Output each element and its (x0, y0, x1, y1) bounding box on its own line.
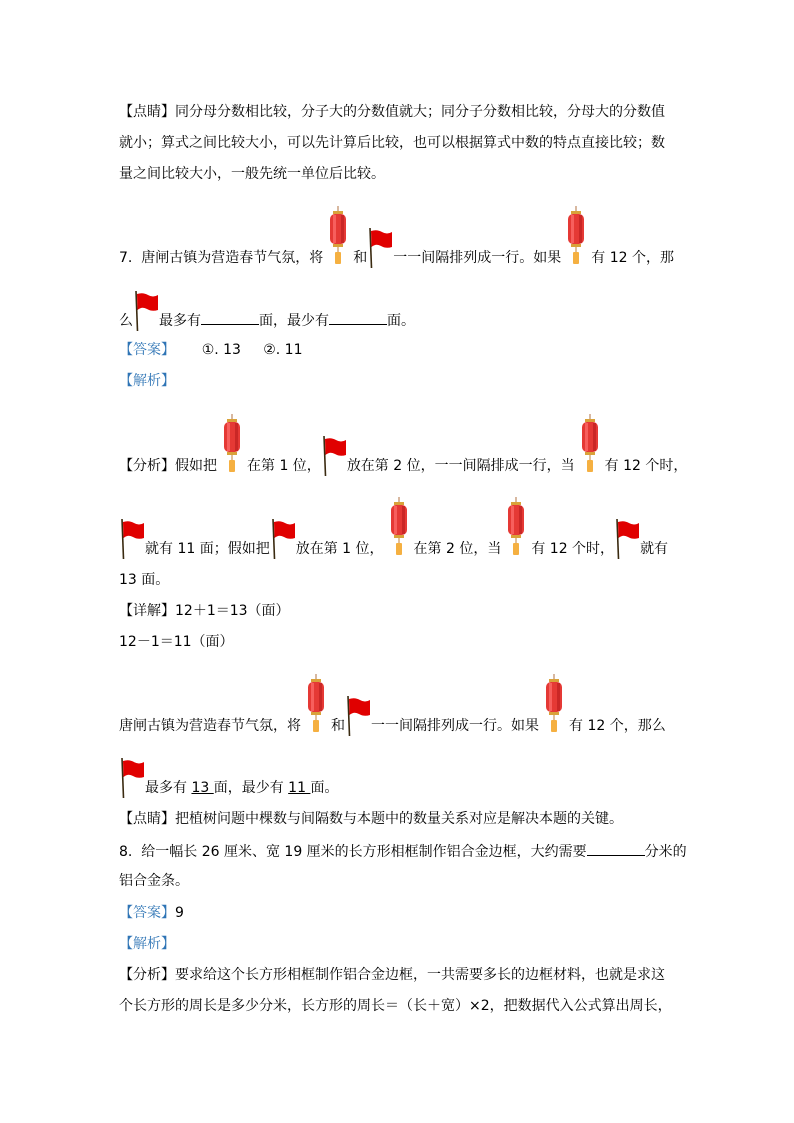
section-label: 【解析】 (119, 936, 175, 952)
lantern-icon (384, 539, 414, 553)
text-line (119, 841, 687, 859)
text-run: 13 面。 (119, 572, 170, 588)
text-run: 【点睛】同分母分数相比较，分子大的分数值就大；同分子分数相比较，分母大的分数值 (119, 104, 665, 120)
red-flag-icon (270, 539, 296, 553)
answer-blank (201, 310, 259, 325)
red-flag-icon (119, 539, 145, 553)
text-run: 放在第 2 位，一一间隔排成一行，当 (346, 458, 575, 474)
red-flag-icon (133, 311, 159, 325)
text-line (119, 997, 672, 1015)
text-run: 在第 2 位，当 (413, 541, 502, 557)
text-run: 和 (353, 250, 368, 266)
text-line (119, 248, 674, 266)
text-run: 8. 给一幅长 26 厘米、宽 19 厘米的长方形相框制作铝合金边框，大约需要 (119, 844, 587, 860)
red-flag-icon (614, 539, 640, 553)
filled-answer: 11 (288, 780, 311, 796)
text-run: 量之间比较大小，一般先统一单位后比较。 (119, 166, 385, 182)
text-run: 面，最少有 (213, 780, 289, 796)
text-run: 面，最少有 (259, 313, 329, 329)
text-line (119, 539, 668, 557)
section-label: 【答案】 (119, 342, 175, 358)
text-run: 一一间隔排列成一行。如果 (393, 250, 562, 266)
text-run: 一一间隔排列成一行。如果 (371, 718, 539, 734)
red-flag-icon (119, 778, 145, 792)
text-run: 有 12 个，那么 (569, 718, 666, 734)
text-run: 9 (175, 905, 184, 921)
lantern-icon (575, 456, 605, 470)
red-flag-icon (321, 456, 347, 470)
text-run: 有 12 个时， (531, 541, 615, 557)
text-line (119, 456, 687, 474)
text-line (119, 810, 623, 828)
text-run: 和 (331, 718, 345, 734)
text-line (119, 602, 290, 620)
text-run: 放在第 1 位， (295, 541, 384, 557)
text-line (119, 165, 385, 183)
text-run: 面。 (310, 780, 339, 796)
text-run: 【详解】12＋1＝13（面） (119, 603, 290, 619)
lantern-icon (539, 716, 569, 730)
text-line (119, 904, 184, 922)
text-run: 12－1＝11（面） (119, 634, 234, 650)
text-run: 就有 (640, 541, 669, 557)
text-line (119, 716, 666, 734)
text-run: 面。 (387, 313, 415, 329)
text-line (119, 633, 234, 651)
text-run: 个长方形的周长是多少分米，长方形的周长＝（长＋宽）×2，把数据代入公式算出周长， (119, 998, 672, 1014)
red-flag-icon (367, 248, 393, 262)
text-run: 就小；算式之间比较大小，可以先计算后比较，也可以根据算式中数的特点直接比较；数 (119, 135, 665, 151)
text-run: 最多有 (159, 313, 201, 329)
text-run: 分米的 (644, 844, 687, 860)
text-run: 最多有 (145, 780, 192, 796)
red-flag-icon (345, 716, 371, 730)
section-label: 【解析】 (119, 373, 175, 389)
text-run: 7. 唐闸古镇为营造春节气氛，将 (119, 250, 324, 266)
answer-blank (587, 841, 645, 856)
section-label: 【答案】 (119, 905, 175, 921)
text-line (119, 372, 175, 390)
text-line (119, 341, 302, 359)
answer-blank (329, 310, 387, 325)
text-run: ①. 13 ②. 11 (175, 342, 303, 358)
text-run: 【点睛】把植树问题中棵数与间隔数与本题中的数量关系对应是解决本题的关键。 (119, 811, 623, 827)
text-run: 【分析】假如把 (119, 458, 217, 474)
text-line (119, 935, 175, 953)
lantern-icon (323, 248, 353, 262)
text-run: 唐闸古镇为营造春节气氛，将 (119, 718, 301, 734)
lantern-icon (217, 456, 247, 470)
text-line (119, 571, 169, 589)
text-line (119, 872, 189, 890)
text-run: 在第 1 位， (247, 458, 321, 474)
text-run: 有 12 个时， (604, 458, 688, 474)
text-run: 有 12 个，那 (591, 250, 674, 266)
text-run: 就有 11 面；假如把 (145, 541, 270, 557)
text-line (119, 966, 665, 984)
text-line (119, 134, 665, 152)
text-run: 【分析】要求给这个长方形相框制作铝合金边框，一共需要多长的边框材料，也就是求这 (119, 967, 665, 983)
lantern-icon (501, 539, 531, 553)
filled-answer: 13 (191, 780, 214, 796)
text-run: 么 (119, 313, 133, 329)
text-run: 铝合金条。 (119, 873, 189, 889)
text-line (119, 103, 665, 121)
lantern-icon (301, 716, 331, 730)
text-line (119, 778, 338, 796)
text-line (119, 310, 415, 328)
lantern-icon (561, 248, 591, 262)
